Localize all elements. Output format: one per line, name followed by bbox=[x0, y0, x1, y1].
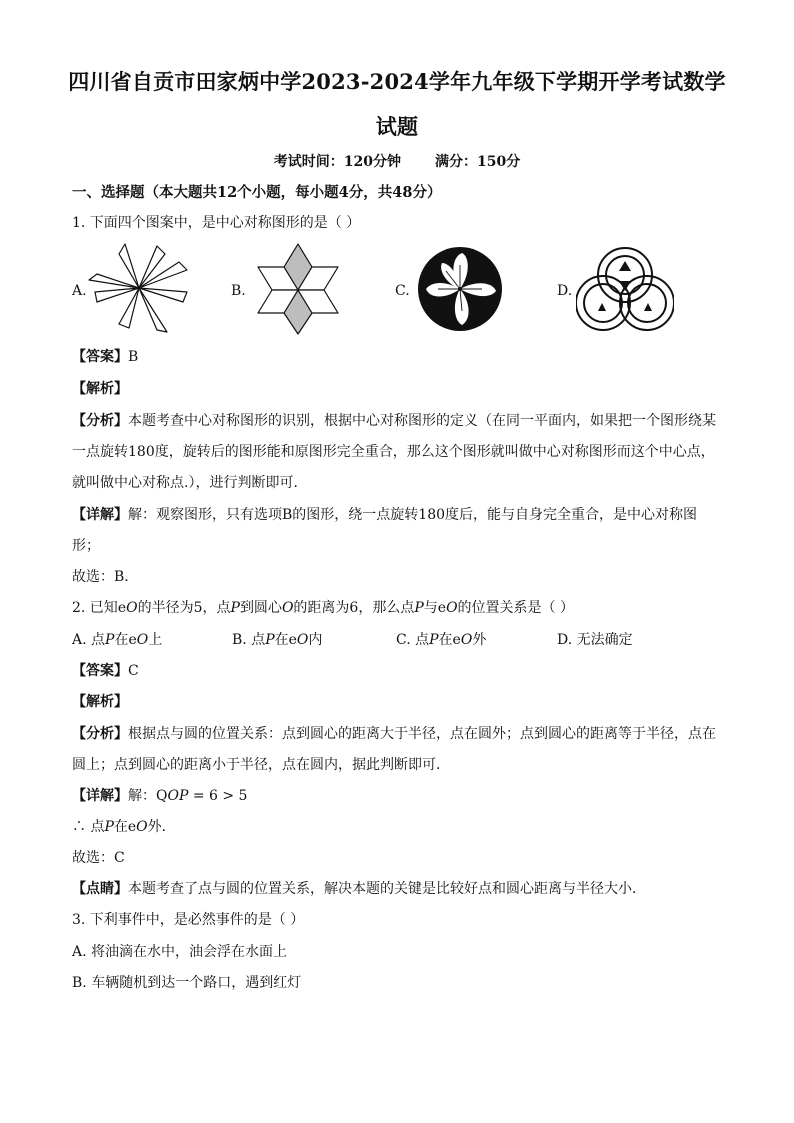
q1-detail-line1: 【详解】解：观察图形，只有选项B的图形，绕一点旋转180度后，能与自身完全重合，是中心对称图 bbox=[72, 507, 698, 523]
q1-fenxi-line1: 【分析】本题考查中心对称图形的识别，根据中心对称图形的定义（在同一平面内，如果把一个图形绕某 bbox=[72, 413, 716, 429]
q2-fenxi-line1: 【分析】根据点与圆的位置关系：点到圆心的距离大于半径，点在圆外；点到圆心的距离等于半径，点在 bbox=[72, 726, 716, 742]
q1-fenxi-line3: 就叫做中心对称点.），进行判断即可． bbox=[72, 475, 308, 491]
q1-flower-figure bbox=[416, 245, 504, 333]
q2-choice: 故选：C bbox=[72, 850, 125, 866]
q3-option-a: A. 将油滴在水中，油会浮在水面上 bbox=[72, 944, 288, 960]
q2-option-c: C. 点P在eO外 bbox=[396, 632, 487, 648]
q1-option-d-label: D. bbox=[557, 283, 573, 299]
q1-pinwheel-figure bbox=[87, 240, 191, 334]
q1-detail-line2: 形； bbox=[72, 538, 100, 554]
q1-trefoil-knot-figure bbox=[576, 245, 674, 333]
q2-option-b: B. 点P在eO内 bbox=[232, 632, 323, 648]
q2-therefore: ∴ 点P在eO外． bbox=[72, 819, 176, 835]
q1-rhombus-star-figure bbox=[250, 242, 346, 336]
q2-option-a: A. 点P在eO上 bbox=[72, 632, 163, 648]
q1-choice: 故选：B． bbox=[72, 569, 139, 585]
exam-time: 考试时间：120分钟 bbox=[273, 154, 401, 170]
q1-option-b-label: B. bbox=[231, 283, 246, 299]
q3-stem: 3. 下利事件中，是必然事件的是（ ） bbox=[72, 912, 305, 928]
q1-option-a-label: A. bbox=[72, 283, 87, 299]
q3-option-b: B. 车辆随机到达一个路口，遇到红灯 bbox=[72, 975, 302, 991]
title-line-2: 试题 bbox=[375, 114, 419, 139]
q1-fenxi-line2: 一点旋转180度，旋转后的图形能和原图形完全重合，那么这个图形就叫做中心对称图形而这个中心点， bbox=[72, 444, 715, 460]
q1-analysis-heading: 【解析】 bbox=[72, 381, 128, 397]
q1-stem: 1. 下面四个图案中，是中心对称图形的是（ ） bbox=[72, 215, 361, 231]
q2-stem: 2. 已知eO的半径为5，点P到圆心O的距离为6，那么点P与eO的位置关系是（ ） bbox=[72, 600, 574, 616]
title-line-1: 四川省自贡市田家炳中学2023-2024学年九年级下学期开学考试数学 bbox=[68, 69, 726, 94]
q2-remark: 【点睛】本题考查了点与圆的位置关系，解决本题的关键是比较好点和圆心距离与半径大小． bbox=[72, 881, 646, 897]
section-heading: 一、选择题（本大题共12个小题，每小题4分，共48分） bbox=[72, 184, 442, 201]
exam-info bbox=[0, 151, 794, 171]
q2-fenxi-line2: 圆上；点到圆心的距离小于半径，点在圆内，据此判断即可． bbox=[72, 757, 450, 773]
q2-detail: 【详解】解：QOP = 6 > 5 bbox=[72, 788, 248, 804]
q2-analysis-heading: 【解析】 bbox=[72, 694, 128, 710]
q1-option-c-label: C. bbox=[395, 283, 410, 299]
q2-answer: 【答案】C bbox=[72, 663, 139, 679]
q1-answer: 【答案】B bbox=[72, 349, 139, 365]
exam-score: 满分：150分 bbox=[435, 154, 521, 170]
q2-option-d: D. 无法确定 bbox=[557, 632, 633, 648]
